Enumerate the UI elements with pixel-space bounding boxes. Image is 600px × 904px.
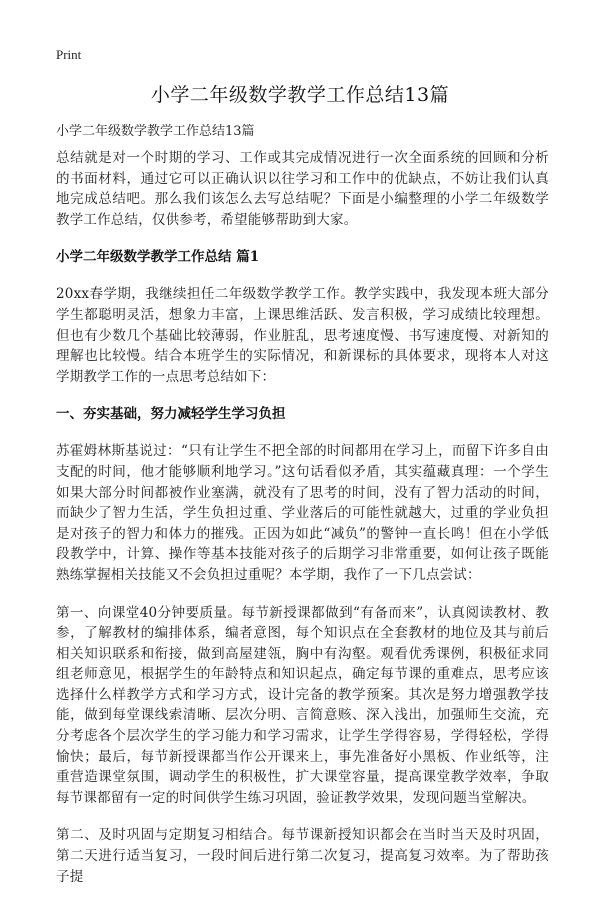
print-link[interactable]: Print	[56, 47, 82, 62]
document-subtitle: 小学二年级数学教学工作总结13篇	[56, 124, 255, 139]
document-title: 小学二年级数学教学工作总结13篇	[150, 84, 450, 106]
document-body	[56, 148, 549, 904]
subheading-1: 一、夯实基础，努力减轻学生学习负担	[56, 406, 286, 423]
section-heading: 小学二年级数学教学工作总结 篇1	[56, 249, 260, 266]
paragraph-3: 第一、向课堂40分钟要质量。每节新授课都做到“有备而来”，认真阅读教材、教参，了解教材的编排体系，编者意图，每个知识点在全套教材的地位及其与前后相关知识联系和衔接，做到高屋建瓴，胸中有沟壑。观看优秀课例，积极征求同组老师意见，根据学生的年龄特点和知识起点，确定每节课的重难点，思考应该选择什么样教学方式和学习方式，设计完备的教学预案。其次是努力增强教学技能，做到每堂课线索清晰、层次分明、言简意赅、深入浅出，加强师生交流，充分考虑各个层次学生的学习能力和学习需求，让学生学得容易，学得轻松，学得愉快；最后，每节新授课都当作公开课来上，事先准备好小黑板、作业纸等，注重营造课堂氛围，调动学生的积极性，扩大课堂容量，提高课堂教学效率，争取每节课都留有一定的时间供学生练习巩固，验证教学效果，发现问题当堂解决。	[56, 604, 549, 806]
paragraph-4: 第二、及时巩固与定期复习相结合。每节课新授知识都会在当时当天及时巩固，第二天进行适当复习，一段时间后进行第二次复习，提高复习效率。为了帮助孩子提	[56, 827, 549, 885]
paragraph-2: 苏霍姆林斯基说过：“只有让学生不把全部的时间都用在学习上，而留下许多自由支配的时间，他才能够顺利地学习。”这句话看似矛盾，其实蕴藏真理：一个学生如果大部分时间都被作业塞满，就没有了思考的时间，没有了智力活动的时间，而缺少了智力生活，学生负担过重、学业落后的可能性就越大，过重的学业负担是对孩子的智力和体力的摧残。正因为如此“减负”的警钟一直长鸣！但在小学低段教学中，计算、操作等基本技能对孩子的后期学习非常重要，如何让孩子既能熟练掌握相关技能又不会负担过重呢？本学期，我作了一下几点尝试：	[56, 443, 549, 583]
paragraph-1: 20xx春学期，我继续担任二年级数学教学工作。教学实践中，我发现本班大部分学生都聪明灵活，想象力丰富，上课思维活跃、发言积极，学习成绩比较理想。但也有少数几个基础比较薄弱，作业脏乱，思考速度慢、书写速度慢、对新知的理解也比较慢。结合本班学生的实际情况，和新课标的具体要求，现将本人对这学期教学工作的一点思考总结如下：	[56, 286, 549, 385]
intro-paragraph: 总结就是对一个时期的学习、工作或其完成情况进行一次全面系统的回顾和分析的书面材料，通过它可以正确认识以往学习和工作中的优缺点，不妨让我们认真地完成总结吧。那么我们该怎么去写总结呢？下面是小编整理的小学二年级数学教学工作总结，仅供参考，希望能够帮助到大家。	[56, 150, 549, 228]
